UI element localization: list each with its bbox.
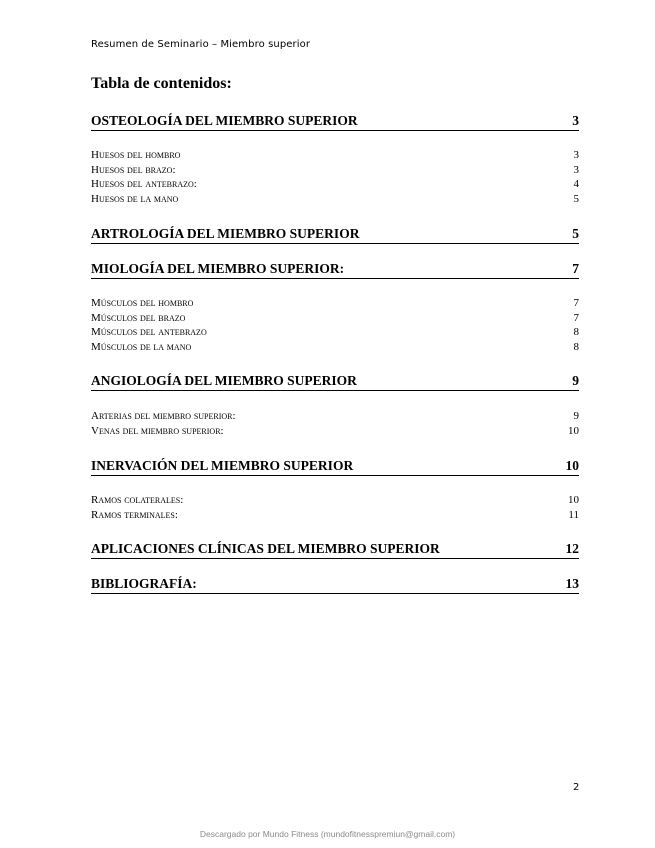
download-footer: Descargado por Mundo Fitness (mundofitnesspremiun@gmail.com) [199, 829, 456, 839]
toc-entry-huesos-mano[interactable] [91, 192, 579, 206]
toc-entry-page: 10 [565, 458, 579, 473]
toc-entry-page: 7 [573, 297, 579, 309]
toc-entry-page: 3 [573, 149, 579, 161]
toc-entry-page: 3 [572, 113, 579, 128]
toc-entry-page: 4 [573, 178, 579, 190]
toc-entry-page: 7 [572, 261, 579, 276]
toc-entry-page: 12 [565, 541, 579, 556]
toc-entry-page: 13 [565, 576, 579, 591]
toc-entry-huesos-brazo[interactable] [91, 163, 579, 177]
toc-entry-arterias[interactable] [91, 409, 579, 423]
toc-entry-label: Huesos de la mano [91, 193, 179, 205]
toc-entry-page: 8 [573, 326, 579, 338]
toc-entry-venas[interactable] [91, 424, 579, 438]
toc-entry-page: 5 [573, 193, 579, 205]
toc-entry-label: ARTROLOGÍA DEL MIEMBRO SUPERIOR [91, 226, 360, 241]
toc-entry-label: Venas del miembro superior: [91, 425, 224, 437]
toc-entry-musculos-antebrazo[interactable] [91, 325, 579, 339]
toc-entry-page: 5 [572, 226, 579, 241]
toc-entry-label: BIBLIOGRAFÍA: [91, 576, 197, 591]
toc-entry-inervacion[interactable] [91, 459, 579, 476]
toc-entry-label: INERVACIÓN DEL MIEMBRO SUPERIOR [91, 458, 354, 473]
toc-entry-artrologia[interactable] [91, 227, 579, 244]
toc-entry-label: Huesos del antebrazo: [91, 178, 197, 190]
toc-entry-huesos-antebrazo[interactable] [91, 177, 579, 191]
toc-entry-label: Ramos terminales: [91, 509, 178, 521]
toc-entry-page: 7 [573, 312, 579, 324]
toc-entry-page: 10 [568, 425, 579, 437]
toc-entry-page: 10 [568, 494, 579, 506]
toc-entry-huesos-hombro[interactable] [91, 148, 579, 162]
toc-entry-label: APLICACIONES CLÍNICAS DEL MIEMBRO SUPERIOR [91, 541, 440, 556]
toc-entry-ramos-colaterales[interactable] [91, 493, 579, 507]
toc-entry-osteologia[interactable] [91, 114, 579, 131]
toc-entry-label: OSTEOLOGÍA DEL MIEMBRO SUPERIOR [91, 113, 358, 128]
toc-entry-angiologia[interactable] [91, 374, 579, 391]
toc-title: Tabla de contenidos: [91, 75, 232, 92]
toc-entry-page: 3 [573, 164, 579, 176]
toc-entry-label: Músculos del antebrazo [91, 326, 207, 338]
toc-entry-label: Músculos del hombro [91, 297, 194, 309]
toc-entry-page: 8 [573, 341, 579, 353]
toc-entry-label: Ramos colaterales: [91, 494, 184, 506]
running-header: Resumen de Seminario – Miembro superior [91, 39, 311, 50]
toc-entry-label: Músculos del brazo [91, 312, 186, 324]
toc-entry-bibliografia[interactable] [91, 577, 579, 594]
toc-entry-label: MIOLOGÍA DEL MIEMBRO SUPERIOR: [91, 261, 345, 276]
toc-entry-miologia[interactable] [91, 262, 579, 279]
toc-entry-musculos-hombro[interactable] [91, 296, 579, 310]
toc-entry-musculos-brazo[interactable] [91, 311, 579, 325]
toc-entry-page: 11 [568, 509, 579, 521]
toc-entry-label: Huesos del hombro [91, 149, 181, 161]
toc-entry-page: 9 [573, 410, 579, 422]
toc-entry-label: Músculos de la mano [91, 341, 192, 353]
toc-entry-label: Arterias del miembro superior: [91, 410, 236, 422]
toc-entry-musculos-mano[interactable] [91, 340, 579, 354]
toc-entry-label: Huesos del brazo: [91, 164, 176, 176]
toc-entry-aplicaciones-clinicas[interactable] [91, 542, 579, 559]
toc-entry-ramos-terminales[interactable] [91, 508, 579, 522]
toc-entry-label: ANGIOLOGÍA DEL MIEMBRO SUPERIOR [91, 373, 357, 388]
page-number: 2 [573, 782, 580, 793]
toc-entry-page: 9 [572, 373, 579, 388]
